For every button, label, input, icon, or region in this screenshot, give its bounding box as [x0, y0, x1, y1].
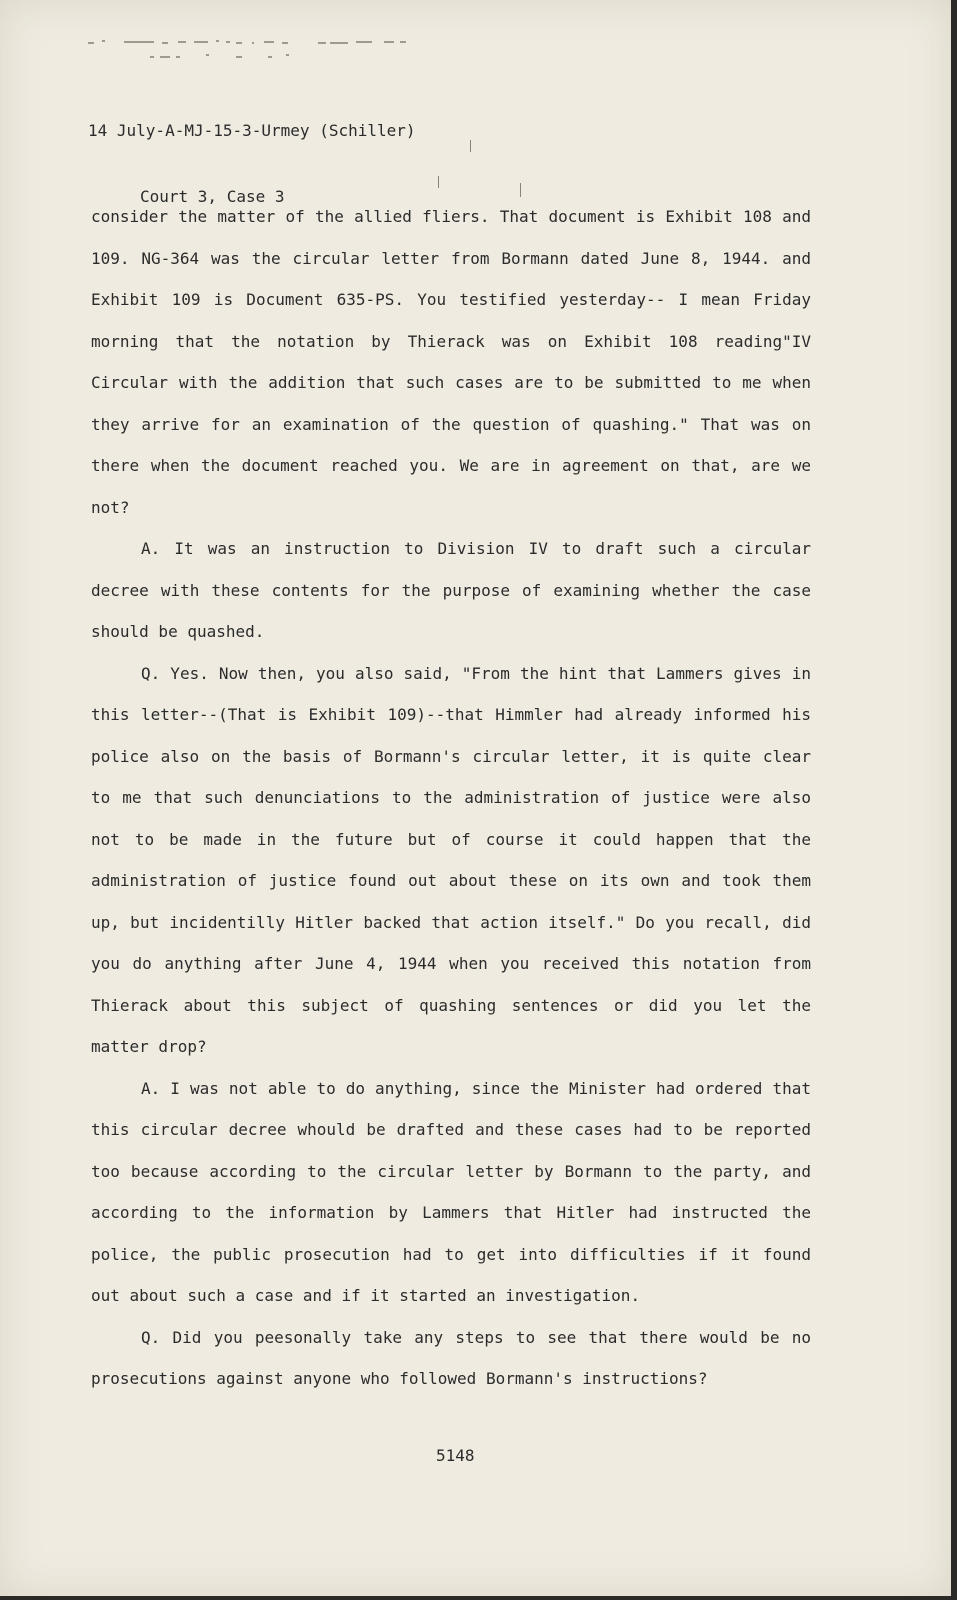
testimony-text	[91, 196, 811, 1400]
page-number: 5148	[436, 1446, 475, 1465]
paragraph-question: Q. Yes. Now then, you also said, "From the hint that Lammers gives in this letter--(That is Exhibit 109)--that Himmler had already informed his police also on the basis of Bormann's circular letter, it is quite clear to me that such denunciations to the administration of justice were also not to be made in the future but of course it could happen that the administration of justice found out about these on its own and took them up, but incidentilly Hitler backed that action itself." Do you recall, did you do anything after June 4, 1944 when you received this notation from Thierack about this subject of quashing sentences or did you let the matter drop?	[91, 663, 811, 1056]
paragraph-question: Q. Did you peesonally take any steps to see that there would be no prosecutions against anyone who followed Bormann's instructions?	[91, 1327, 811, 1388]
paragraph-answer: A. I was not able to do anything, since the Minister had ordered that this circular decree whould be drafted and these cases had to be reported too because according to the circular letter by Bormann to the party, and according to the information by Lammers that Hitler had instructed the police, the public prosecution had to get into difficulties if it found out about such a case and if it started an investigation.	[91, 1078, 811, 1305]
stray-mark	[520, 183, 521, 197]
stray-mark	[470, 140, 471, 152]
stray-mark	[438, 176, 439, 188]
header-reference: 14 July-A-MJ-15-3-Urmey (Schiller)	[88, 121, 416, 140]
smudge-marks	[86, 36, 416, 62]
paragraph: consider the matter of the allied fliers. That document is Exhibit 108 and 109. NG-364 was the circular letter from Bormann dated June 8, 1944. and Exhibit 109 is Document 635-PS. You testified yesterday-- I mean Friday morning that the notation by Thierack was on Exhibit 108 reading"IV Circular with the addition that such cases are to be submitted to me when they arrive for an examination of the question of quashing." That was on there when the document reached you. We are in agreement on that, are we not?	[91, 207, 811, 517]
paragraph-answer: A. It was an instruction to Division IV to draft such a circular decree with these contents for the purpose of examining whether the case should be quashed.	[91, 539, 811, 641]
header-court-case: Court 3, Case 3	[140, 187, 285, 206]
